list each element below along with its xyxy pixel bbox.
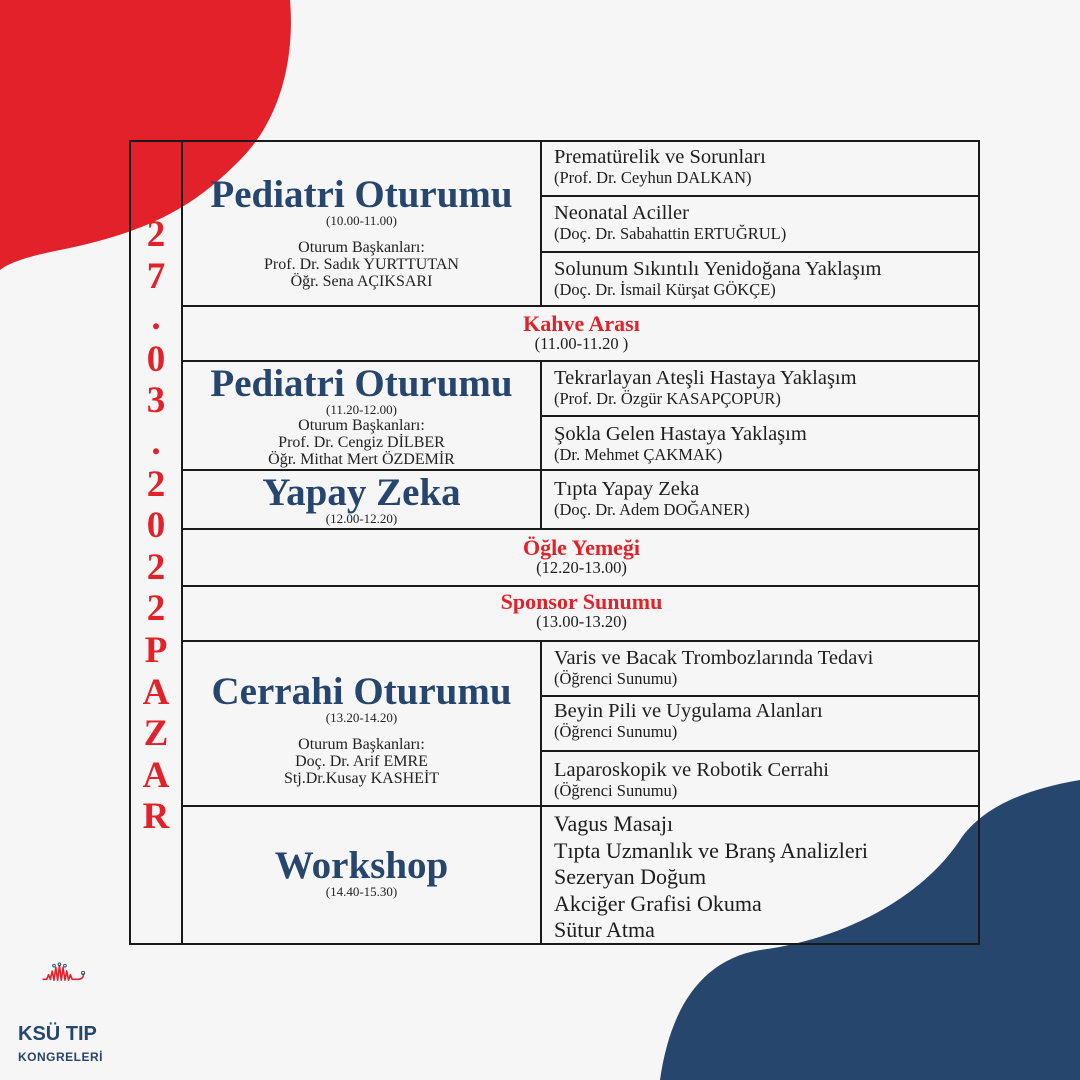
talk-title: Solunum Sıkıntılı Yenidoğana Yaklaşım <box>554 258 882 280</box>
talk-speaker: (Öğrenci Sunumu) <box>554 780 678 800</box>
date-char: Z <box>143 713 169 755</box>
stethoscope-logo-icon <box>14 962 114 1012</box>
date-char: 2 <box>146 463 166 505</box>
session-talk-divider <box>540 360 542 528</box>
talk <box>554 423 807 464</box>
session-chair: Stj.Dr.Kusay KASHEİT <box>283 770 440 788</box>
talk-divider <box>540 251 980 253</box>
talk-title: Şokla Gelen Hastaya Yaklaşım <box>554 423 807 445</box>
talk-speaker: (Prof. Dr. Özgür KASAPÇOPUR) <box>554 388 781 408</box>
session-time: (10.00-11.00) <box>325 213 397 228</box>
talk <box>554 367 857 408</box>
date-char: A <box>142 671 170 713</box>
workshop-list <box>554 811 868 944</box>
session-workshop <box>183 805 540 943</box>
break-time: (12.20-13.00) <box>536 558 627 578</box>
row-divider <box>181 305 980 307</box>
session-chairs-label: Oturum Başkanları: <box>298 239 425 257</box>
date-char: . <box>151 421 161 463</box>
date-column <box>131 142 181 943</box>
talk-title: Tıpta Yapay Zeka <box>554 478 700 500</box>
break-time: (11.00-11.20 ) <box>534 334 629 354</box>
talk-divider <box>540 750 980 752</box>
talk <box>554 647 873 688</box>
date-char: 7 <box>146 255 166 297</box>
talk <box>554 700 823 741</box>
break-time: (13.00-13.20) <box>536 612 627 632</box>
talk <box>554 478 750 519</box>
talk-divider <box>540 415 980 417</box>
session-title: Pediatri Oturumu <box>210 362 513 405</box>
session-pediatri-1 <box>183 142 540 305</box>
talk-title: Tekrarlayan Ateşli Hastaya Yaklaşım <box>554 367 857 389</box>
session-title: Pediatri Oturumu <box>210 173 513 216</box>
workshop-item: Akciğer Grafisi Okuma <box>554 890 762 916</box>
date-char: 2 <box>146 546 166 588</box>
session-time: (12.00-12.20) <box>325 511 398 526</box>
session-chair: Prof. Dr. Cengiz DİLBER <box>278 434 445 452</box>
talk-speaker: (Prof. Dr. Ceyhun DALKAN) <box>554 167 752 187</box>
break-title: Öğle Yemeği <box>522 535 641 560</box>
date-char: R <box>142 796 170 838</box>
session-pediatri-2 <box>183 360 540 469</box>
talk <box>554 146 766 187</box>
date-char: P <box>144 629 168 671</box>
date-char: 2 <box>146 214 166 255</box>
break-title: Kahve Arası <box>523 311 640 336</box>
session-yapay-zeka <box>183 469 540 528</box>
session-title: Yapay Zeka <box>262 471 461 514</box>
talk-title: Varis ve Bacak Trombozlarında Tedavi <box>554 647 874 669</box>
talk-speaker: (Doç. Dr. İsmail Kürşat GÖKÇE) <box>554 279 776 299</box>
session-chair: Öğr. Mithat Mert ÖZDEMİR <box>268 451 455 469</box>
logo-subtitle: KONGRELERİ <box>18 1050 104 1064</box>
session-talk-divider <box>540 640 542 943</box>
date-char: 0 <box>146 505 166 547</box>
break-sponsor <box>183 590 980 630</box>
break-kahve <box>183 312 980 352</box>
talk <box>554 202 786 243</box>
session-talk-divider <box>540 142 542 307</box>
talk-title: Neonatal Aciller <box>554 202 689 224</box>
schedule-table <box>129 140 980 945</box>
talk <box>554 759 829 800</box>
session-title: Workshop <box>274 844 449 887</box>
talk-divider <box>540 695 980 697</box>
talk-title: Beyin Pili ve Uygulama Alanları <box>554 700 823 722</box>
session-time: (11.20-12.00) <box>325 402 397 417</box>
date-char: A <box>142 754 170 796</box>
session-chair: Doç. Dr. Arif EMRE <box>295 753 428 771</box>
row-divider <box>181 528 980 530</box>
talk <box>554 258 881 299</box>
talk-speaker: (Öğrenci Sunumu) <box>554 668 678 688</box>
session-chair: Prof. Dr. Sadık YURTTUTAN <box>264 256 459 274</box>
break-ogle <box>183 536 980 576</box>
session-time: (13.20-14.20) <box>325 710 398 725</box>
date-char: 0 <box>146 338 166 380</box>
date-char: 3 <box>146 380 166 422</box>
session-time: (14.40-15.30) <box>325 884 398 899</box>
workshop-item: Sütur Atma <box>554 917 655 942</box>
break-title: Sponsor Sunumu <box>500 589 663 614</box>
talk-speaker: (Doç. Dr. Sabahattin ERTUĞRUL) <box>554 223 787 243</box>
talk-speaker: (Dr. Mehmet ÇAKMAK) <box>554 444 723 464</box>
session-chair: Öğr. Sena AÇIKSARI <box>290 273 433 291</box>
talk-title: Laparoskopik ve Robotik Cerrahi <box>554 759 829 781</box>
date-char: 2 <box>146 588 166 630</box>
workshop-item: Tıpta Uzmanlık ve Branş Analizleri <box>554 837 869 863</box>
workshop-item: Sezeryan Doğum <box>554 864 707 889</box>
talk-title: Prematürelik ve Sorunları <box>554 146 766 168</box>
talk-speaker: (Öğrenci Sunumu) <box>554 721 678 741</box>
workshop-item: Vagus Masajı <box>554 811 674 836</box>
session-chairs-label: Oturum Başkanları: <box>298 417 425 435</box>
talk-speaker: (Doç. Dr. Adem DOĞANER) <box>554 499 750 519</box>
date-char: . <box>151 297 161 339</box>
session-cerrahi <box>183 640 540 805</box>
talk-divider <box>540 195 980 197</box>
logo-title: KSÜ TIP <box>18 1023 97 1045</box>
session-chairs-label: Oturum Başkanları: <box>298 736 425 754</box>
session-title: Cerrahi Oturumu <box>211 670 512 713</box>
row-divider <box>181 585 980 587</box>
